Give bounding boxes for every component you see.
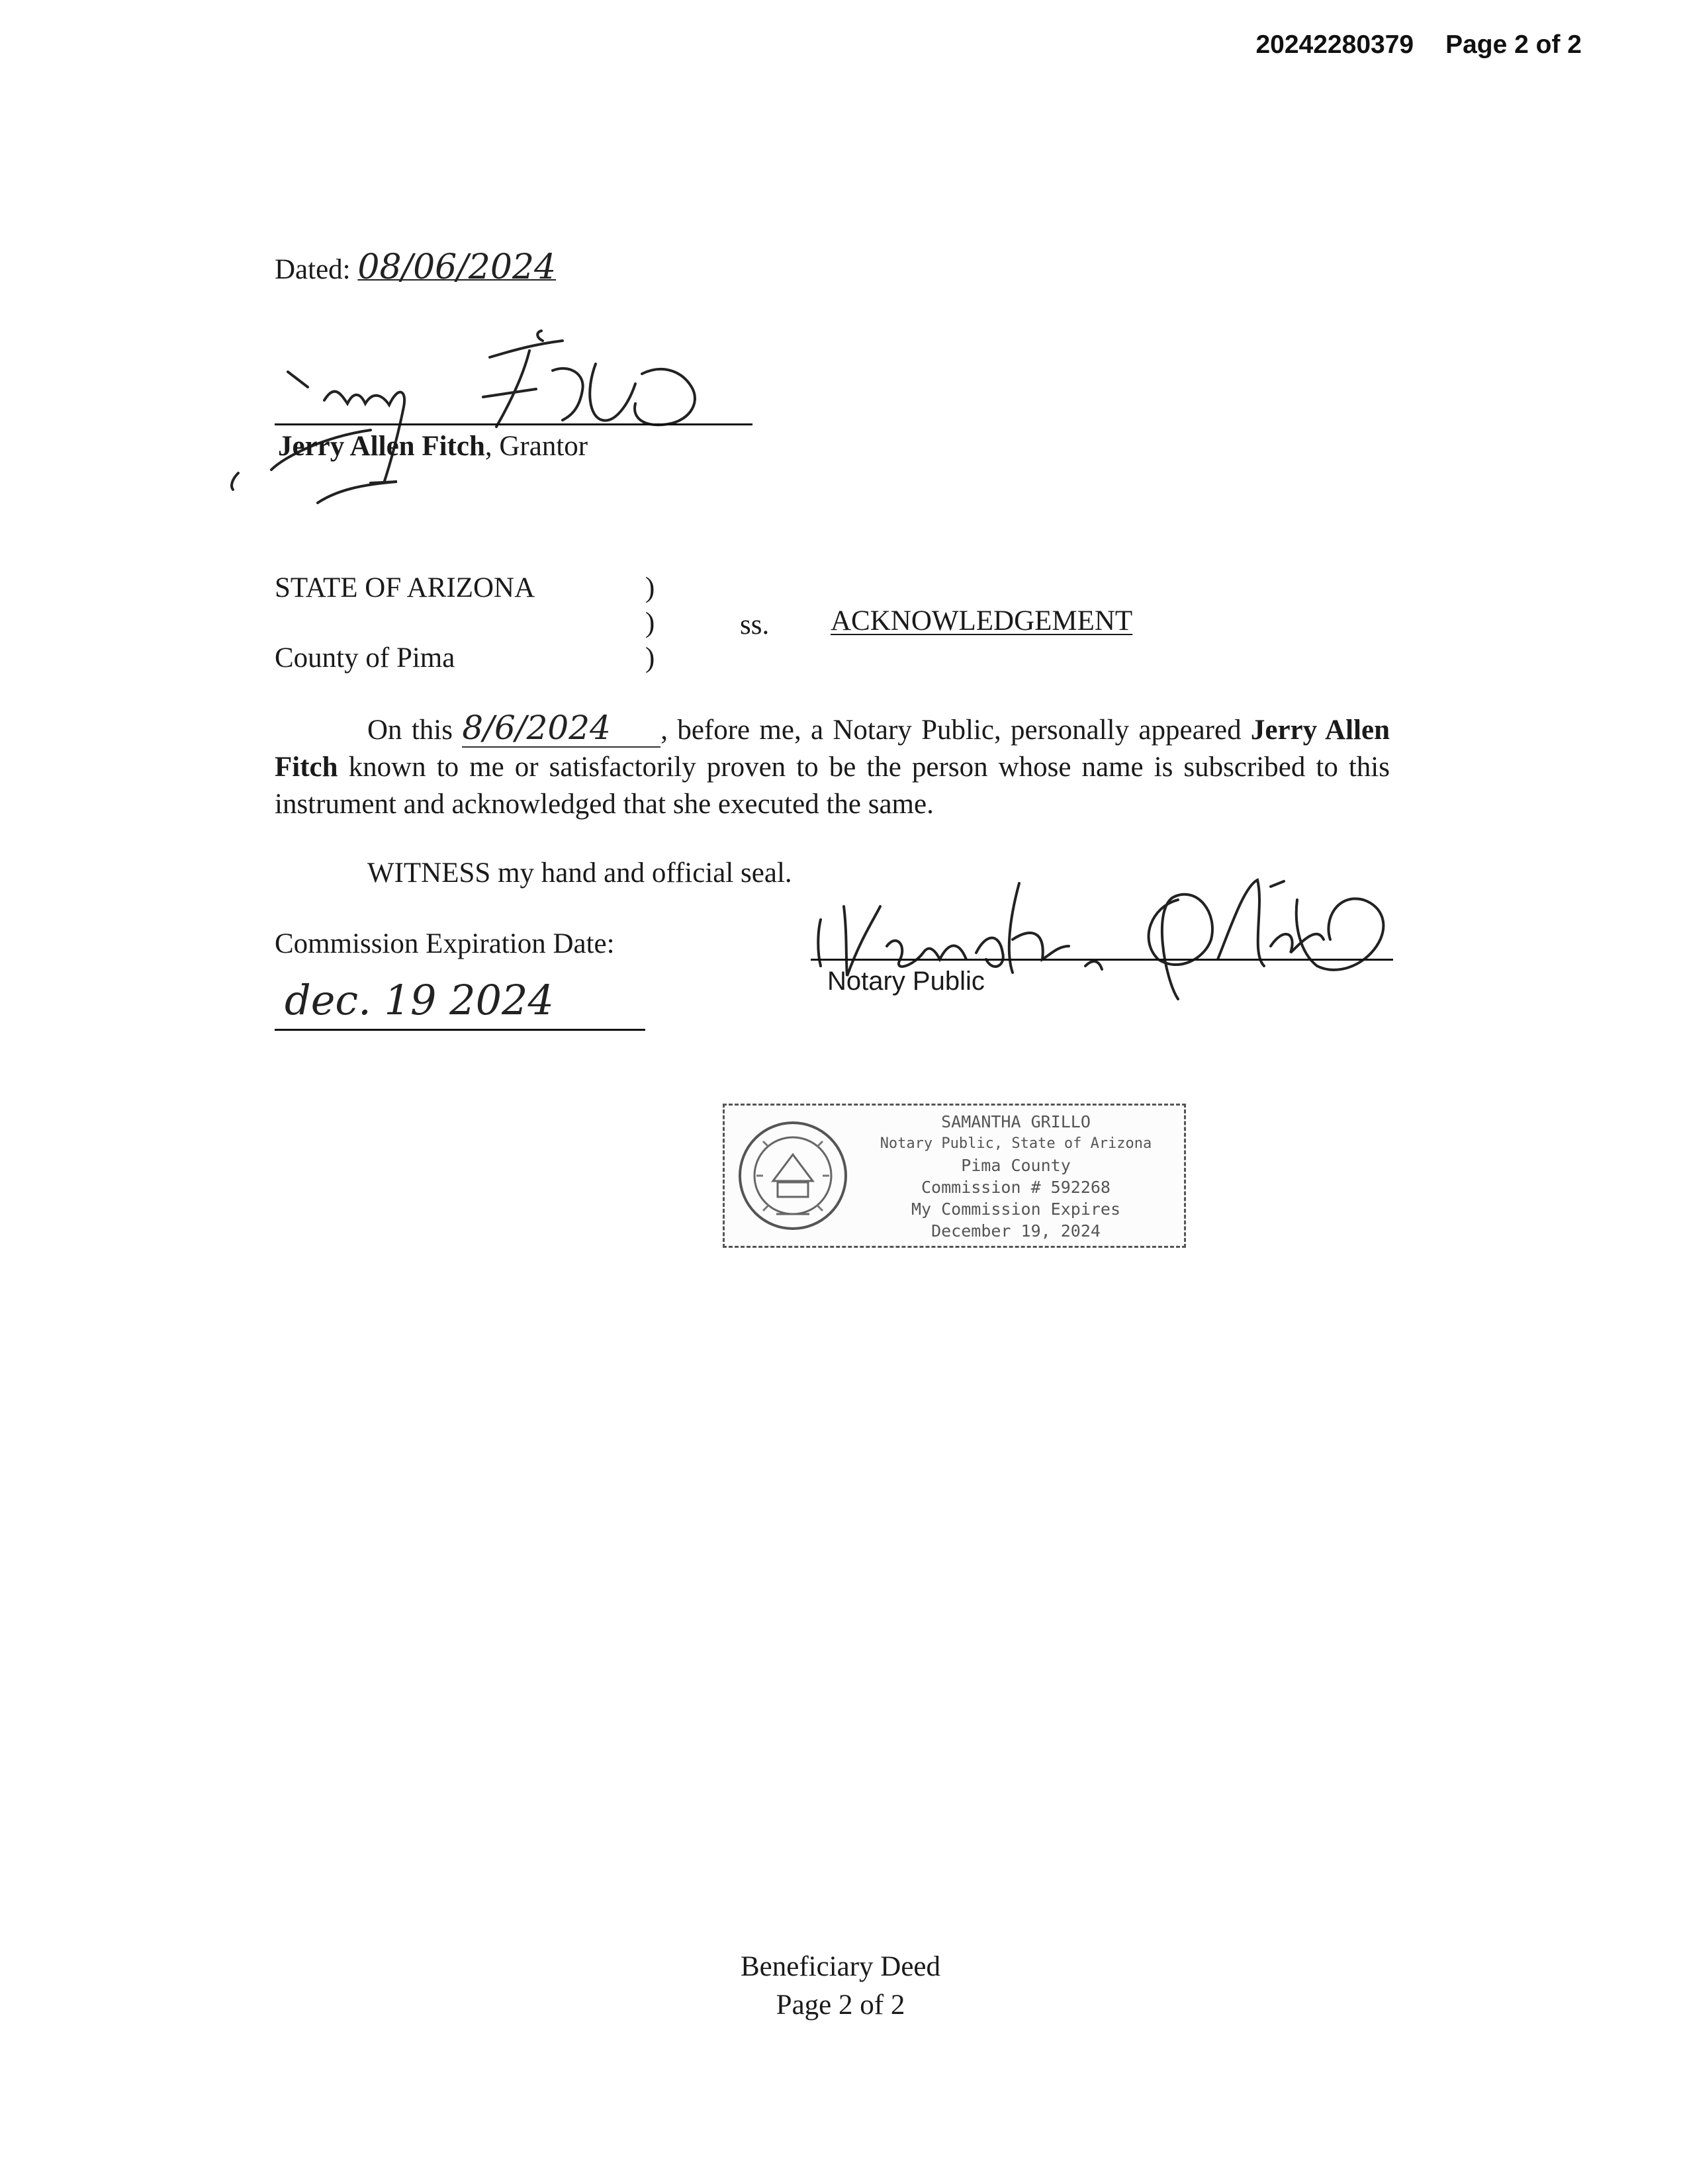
footer-page: Page 2 of 2: [776, 1989, 905, 2021]
commission-label: Commission Expiration Date:: [275, 928, 615, 959]
acknowledgement-paragraph: [275, 709, 1390, 823]
on-this-label: On this: [367, 715, 453, 746]
seal-line: Pima County: [961, 1156, 1071, 1175]
seal-line: My Commission Expires: [911, 1200, 1121, 1219]
venue-ss: ss.: [740, 609, 770, 640]
grantor-name: Jerry Allen Fitch: [278, 431, 485, 462]
dated-handwritten-date: 08/06/2024: [357, 247, 557, 287]
grantor-role: , Grantor: [484, 431, 588, 462]
acknowledgement-handwritten-date: 8/6/2024: [462, 709, 611, 747]
witness-line: WITNESS my hand and official seal.: [367, 857, 792, 889]
seal-line: December 19, 2024: [931, 1221, 1101, 1241]
dated-label: Dated:: [275, 254, 351, 285]
seal-line: Notary Public, State of Arizona: [880, 1135, 1152, 1152]
state-seal-icon: [737, 1115, 849, 1237]
page-label: Page 2 of 2: [1445, 30, 1582, 59]
commission-date-line: [275, 1029, 645, 1031]
acknowledgement-name: Jerry Allen Fitch: [275, 715, 1390, 783]
seal-line: SAMANTHA GRILLO: [941, 1112, 1091, 1131]
acknowledgement-text-b: known to me or satisfactorily proven to be the person whose name is subscribed to this instrument and acknowledged that she executed the same.: [275, 752, 1390, 820]
notary-signature-line: [811, 959, 1393, 961]
grantor-name-line: [278, 429, 588, 464]
venue-paren-3: ): [645, 642, 655, 674]
document-number: 20242280379: [1255, 30, 1414, 59]
venue-paren-1: ): [645, 572, 655, 603]
notary-seal-text: [850, 1111, 1181, 1242]
acknowledgement-text-a: , before me, a Notary Public, personally appeared: [660, 715, 1242, 746]
commission-handwritten-date: dec. 19 2024: [285, 976, 554, 1024]
footer-title: Beneficiary Deed: [740, 1951, 941, 1982]
venue-county: County of Pima: [275, 642, 455, 674]
page-header: [1255, 30, 1582, 60]
grantor-signature-line: [275, 423, 752, 425]
acknowledgement-date-blank: [462, 709, 660, 748]
page-footer: [0, 1948, 1681, 2025]
dated-line: [275, 246, 556, 289]
notary-seal-stamp: [723, 1104, 1186, 1248]
venue-state: STATE OF ARIZONA: [275, 572, 535, 603]
grantor-signature: [225, 311, 768, 509]
notary-label: Notary Public: [827, 967, 985, 996]
venue-paren-2: ): [645, 607, 655, 638]
seal-line: Commission # 592268: [921, 1178, 1111, 1197]
acknowledgement-title: ACKNOWLEDGEMENT: [831, 605, 1133, 636]
